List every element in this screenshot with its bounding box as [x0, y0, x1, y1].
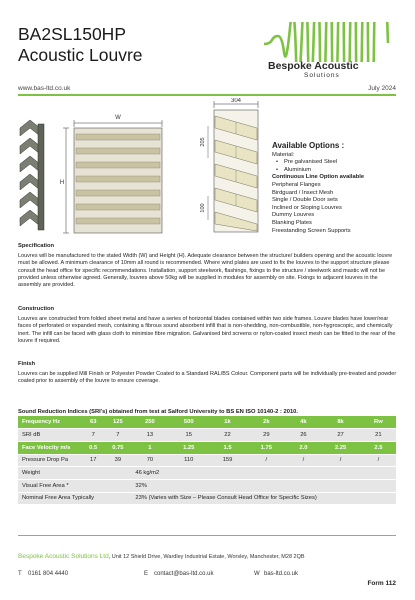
louvre-front-view [60, 115, 162, 233]
depth-label: 304 [230, 98, 242, 104]
table-row-sri [18, 429, 396, 442]
table-cell: 39 [104, 454, 131, 467]
table-cell: 500 [168, 416, 209, 429]
table-cell: Rw [361, 416, 396, 429]
table-row-label: Visual Free Area * [18, 479, 131, 492]
table-cell: 1.75 [246, 441, 287, 454]
specification-text: Louvres will be manufactured to the stated Width (W) and Height (H). Adequate clearance between the structure/ builders opening and the acoustic louvre must be allowed. A minimum clearance of 10mm all round is recommended. Where wind plates are used to fix the louvres to the support structure please consult the head office for specific recommendations. Installation, support steelwork, flashings, fixings to the structure / steelwork and mastic will not be provided unless otherwise agreed. Generally, louvres above 50kg will be supplied in modules for assembly on site. Fixings to adjacent louvres in the assembly are provided. [18, 253, 393, 289]
table-cell: 1 [131, 441, 168, 454]
url-bar [18, 85, 396, 93]
table-cell: 27 [320, 429, 361, 442]
continuous-line-option: Continuous Line Option available [272, 174, 365, 181]
product-name: Acoustic Louvre [18, 45, 143, 65]
table-cell: 0.75 [104, 441, 131, 454]
pitch-label: 205 [200, 137, 206, 147]
table-row-label: SRI dB [18, 429, 82, 442]
form-number: Form 112 [367, 580, 396, 587]
footer-company-name: Bespoke Acoustic Solutions Ltd [18, 553, 109, 560]
finish-heading: Finish [18, 361, 36, 367]
louvre-drawing-svg [18, 98, 268, 238]
louvre-section-view [200, 98, 258, 232]
table-cell: 26 [287, 429, 321, 442]
option-item: Dummy Louvres [272, 212, 315, 219]
table-row-visual-free-area [18, 479, 396, 492]
table-cell: 4k [287, 416, 321, 429]
table-cell: 17 [82, 454, 104, 467]
finish-section [18, 361, 398, 386]
table-cell: / [361, 454, 396, 467]
option-item: Peripheral Flanges [272, 181, 321, 188]
table-cell: / [287, 454, 321, 467]
footer-divider [18, 535, 396, 536]
table-cell: 23% (Varies with Size – Please Consult Head Office for Specific Sizes) [131, 492, 396, 505]
product-code: BA2SL150HP [18, 24, 126, 44]
table-row-velocity [18, 441, 396, 454]
louvre-3d-view [20, 120, 44, 230]
table-row-weight [18, 467, 396, 480]
table-cell: 0.5 [82, 441, 104, 454]
table-row-label: Nominal Free Area Typically [18, 492, 131, 505]
specification-section [18, 243, 398, 289]
table-cell: 21 [361, 429, 396, 442]
issue-date: July 2024 [368, 85, 396, 92]
web-address[interactable]: bas-ltd.co.uk [264, 571, 299, 577]
table-cell: 125 [104, 416, 131, 429]
option-item: Birdguard / Insect Mesh [272, 189, 334, 196]
table-cell: 63 [82, 416, 104, 429]
table-cell: 1.5 [209, 441, 246, 454]
height-label: H [59, 180, 65, 186]
logo-brand-text: Bespoke Acoustic [268, 60, 359, 72]
table-cell: 22 [209, 429, 246, 442]
table-cell: 29 [246, 429, 287, 442]
table-cell: 159 [209, 454, 246, 467]
table-cell: 2.0 [287, 441, 321, 454]
header-divider [18, 94, 396, 96]
table-cell: 1k [209, 416, 246, 429]
finish-text: Louvres can be supplied Mill Finish or Polyester Powder Coated to a Standard RAL/BS Colour. Component parts will be individually pre-treated and powder coated prior to assembly of the louvre to ensure coverage. [18, 371, 397, 385]
table-cell: 1.25 [168, 441, 209, 454]
phone-number[interactable]: 0161 804 4440 [28, 571, 69, 577]
table-cell: 15 [168, 429, 209, 442]
table-cell: 32% [131, 479, 396, 492]
options-heading: Available Options : [272, 141, 345, 150]
table-cell: 70 [131, 454, 168, 467]
table-row-pressure-drop [18, 454, 396, 467]
specification-heading: Specification [18, 243, 55, 249]
gap-label: 100 [200, 203, 206, 213]
option-item: Single / Double Door sets [272, 197, 338, 204]
option-item: Freestanding Screen Supports [272, 227, 351, 234]
email-address[interactable]: contact@bas-ltd.co.uk [154, 571, 214, 577]
table-cell: 7 [82, 429, 104, 442]
table-row-label: Face Velocity m/s [18, 441, 82, 454]
construction-section [18, 306, 398, 345]
material-item: • Pre galvanised Steel [272, 159, 407, 167]
available-options [272, 142, 407, 235]
page-title [18, 24, 143, 66]
performance-table [18, 416, 396, 505]
table-cell: 2k [246, 416, 287, 429]
table-cell: 13 [131, 429, 168, 442]
table-row-label: Frequency Hz [18, 416, 82, 429]
material-label: Material: [272, 151, 295, 158]
construction-text: Louvres are constructed from folded sheet metal and have a series of horizontal blades contained within two side frames. Louvre blades have lower/rear faces of perforated or expanded mesh, containing a fibrous sound absorbent infill that is non-shedding, non-combustible, non-hygroscopic, and chemically inert. The infill can be faced with glass cloth to minimise fibre migration. Galvanised bird screens or nylon-coated insect mesh can be fitted to the rear of the louvre if required. [18, 316, 396, 344]
table-row-frequency [18, 416, 396, 429]
width-label: W [115, 115, 121, 121]
email-letter: E [144, 571, 149, 577]
table-row-label: Pressure Drop Pa [18, 454, 82, 467]
phone-letter: T [18, 571, 22, 577]
table-cell: 110 [168, 454, 209, 467]
table-cell: 2.5 [361, 441, 396, 454]
table-cell: 2.25 [320, 441, 361, 454]
table-cell: 7 [104, 429, 131, 442]
table-cell: 8k [320, 416, 361, 429]
table-cell: 46 kg/m2 [131, 467, 396, 480]
construction-heading: Construction [18, 306, 55, 312]
option-item: Inclined or Sloping Louvres [272, 204, 342, 211]
logo-sub-text: Solutions [304, 72, 340, 79]
table-cell: / [246, 454, 287, 467]
table-cell: 250 [131, 416, 168, 429]
technical-drawings [18, 98, 268, 238]
table-row-label: Weight [18, 467, 131, 480]
option-item: Blanking Plates [272, 219, 312, 226]
table-cell: / [320, 454, 361, 467]
web-letter: W [254, 571, 260, 577]
footer-address-text: , Unit 12 Shield Drive, Wardley Industrial Estate, Worsley, Manchester, M28 2QB [108, 554, 305, 560]
footer-address [18, 553, 305, 560]
table-row-nominal-free-area [18, 492, 396, 505]
website-url[interactable]: www.bas-ltd.co.uk [18, 85, 71, 92]
material-item: • Aluminium [272, 167, 407, 175]
sri-table-title: Sound Reduction Indices (SRI's) obtained from test at Salford University to BS EN ISO 10140-2 : 2010. [18, 409, 299, 415]
company-logo [262, 22, 392, 84]
soundwave-logo-icon [262, 22, 392, 62]
